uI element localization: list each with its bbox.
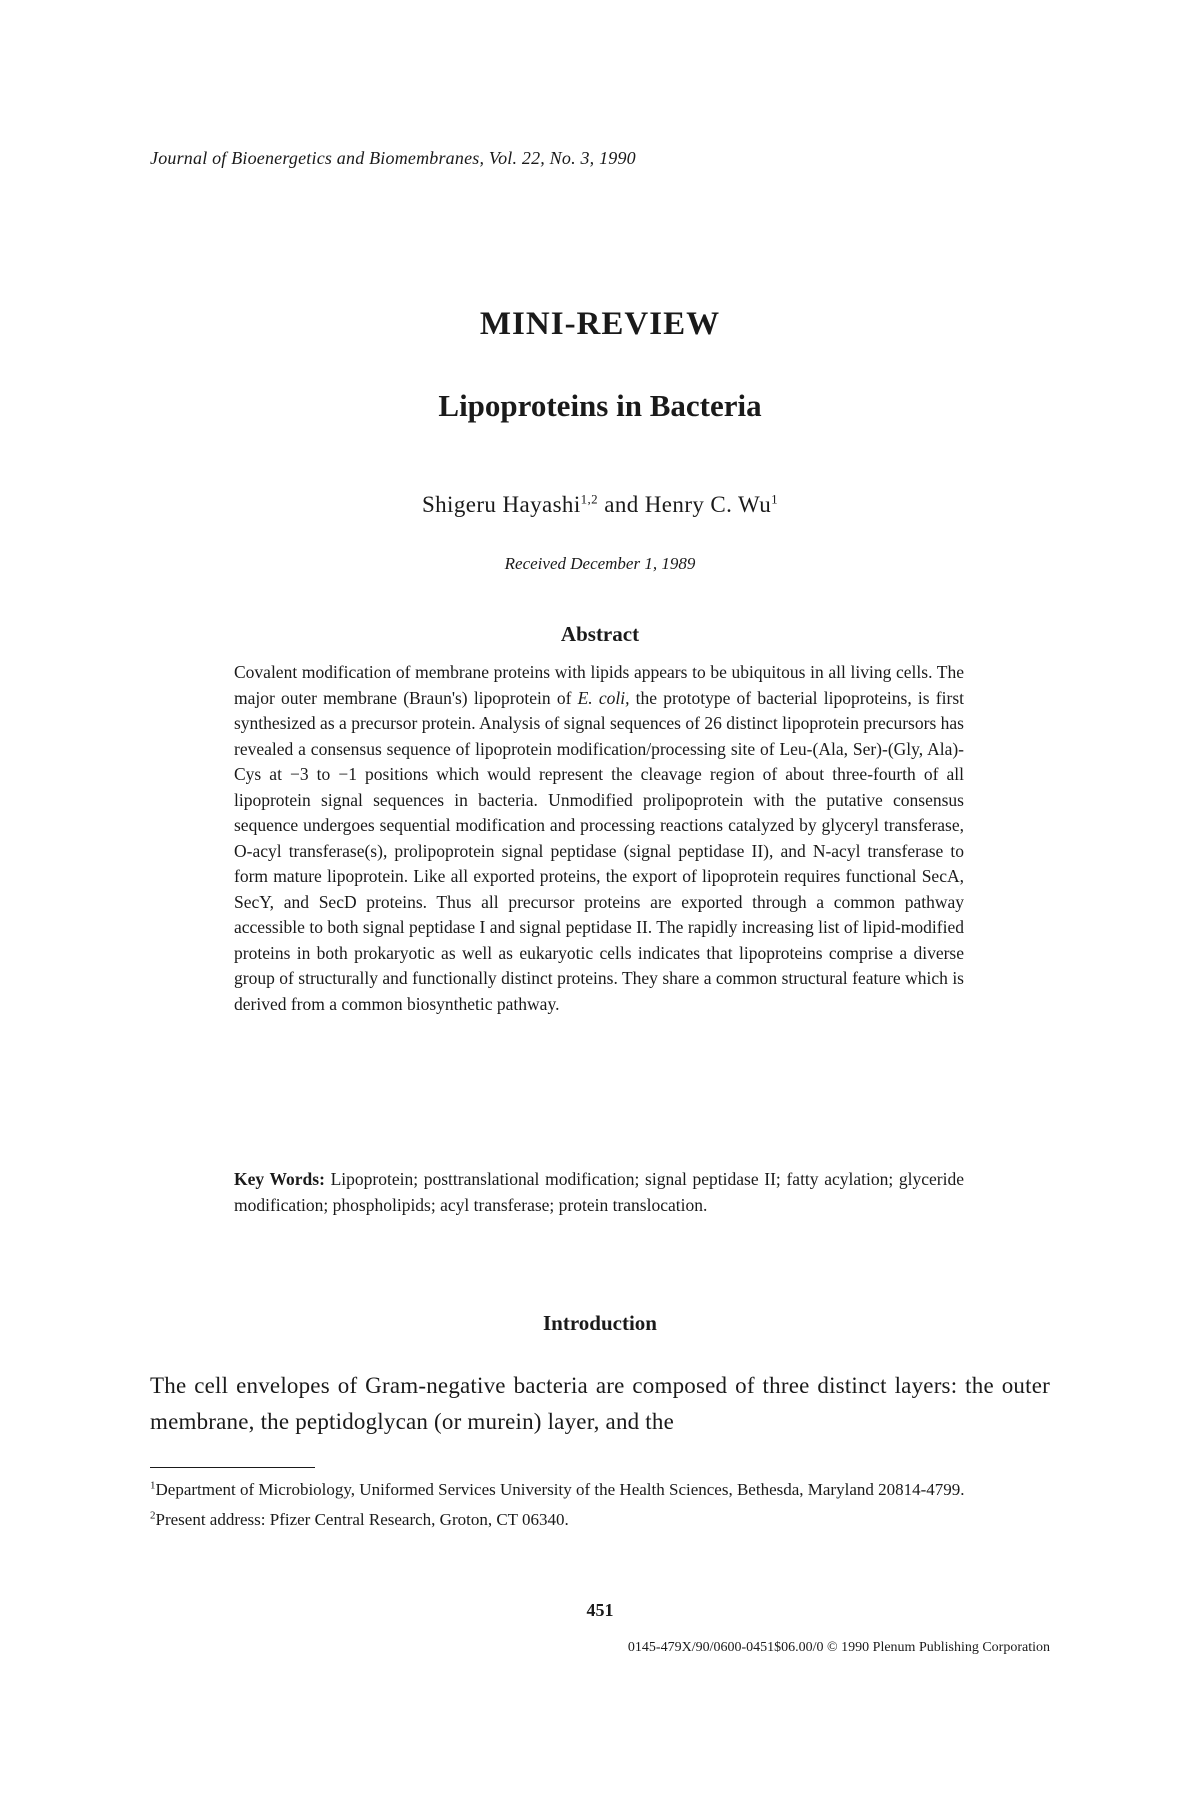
abstract-text: Covalent modification of membrane proteins with lipids appears to be ubiquitous in all living cells. The major outer membrane (Braun's) lipoprotein of: [234, 662, 964, 708]
journal-citation: Journal of Bioenergetics and Biomembranes, Vol. 22, No. 3, 1990: [150, 148, 636, 168]
copyright-line: 0145-479X/90/0600-0451$06.00/0 © 1990 Plenum Publishing Corporation: [627, 1640, 1050, 1655]
footnote: [150, 1508, 1050, 1532]
author-line: [0, 492, 1200, 518]
abstract-italic-term: E. coli,: [577, 687, 630, 708]
author-name: Shigeru Hayashi: [421, 492, 581, 517]
paper-title: Lipoproteins in Bacteria: [438, 388, 762, 423]
introduction-heading: Introduction: [543, 1311, 657, 1335]
received-date: Received December 1, 1989: [504, 554, 696, 573]
abstract-body: [234, 660, 964, 1017]
author-name: Henry C. Wu: [644, 492, 772, 517]
abstract-text: the prototype of bacterial lipoproteins, is first synthesized as a precursor protein. Analysis of signal sequences of 26 distinct lipoprotein precursors has revealed a consensus sequence of lipoprotein modification/processing site of Leu-(Ala, Ser)-(Gly, Ala)-Cys at −3 to −1 positions which would represent the cleavage region of about three-fourth of all lipoprotein signal sequences in bacteria. Unmodified prolipoprotein with the putative consensus sequence undergoes sequential modification and processing reactions catalyzed by glyceryl transferase, O-acyl transferase(s), prolipoprotein signal peptidase (signal peptidase II), and N-acyl transferase to form mature lipoprotein. Like all exported proteins, the export of lipoprotein requires functional SecA, SecY, and SecD proteins. Thus all precursor proteins are exported through a common pathway accessible to both signal peptidase I and signal peptidase II. The rapidly increasing list of lipid-modified proteins in both prokaryotic as well as eukaryotic cells indicates that lipoproteins comprise a diverse group of structurally and functionally distinct proteins. They share a common structural feature which is derived from a common biosynthetic pathway.: [234, 687, 964, 1014]
footnote-text: Department of Microbiology, Uniformed Services University of the Health Sciences, Bethesda, Maryland 20814-4799.: [155, 1480, 965, 1499]
abstract-heading: Abstract: [560, 622, 640, 646]
keywords-text: Lipoprotein; posttranslational modification; signal peptidase II; fatty acylation; glyceride modification; phospholipids; acyl transferase; protein translocation.: [234, 1169, 964, 1215]
footnote-mark: 1: [150, 1479, 156, 1492]
footnote: [150, 1478, 1050, 1502]
keywords-label: Key Words:: [234, 1169, 325, 1189]
page-number: 451: [586, 1600, 614, 1620]
author-conjunction: and: [598, 492, 645, 517]
footnote-mark: 2: [150, 1509, 156, 1522]
keywords: [234, 1167, 964, 1218]
footnote-text: Present address: Pfizer Central Research, Groton, CT 06340.: [155, 1510, 569, 1529]
footnotes: [150, 1478, 1050, 1538]
author-affiliation-mark: 1,2: [580, 491, 599, 507]
section-label: MINI-REVIEW: [479, 306, 721, 342]
author-affiliation-mark: 1: [771, 491, 779, 507]
footnote-rule: [150, 1467, 315, 1468]
introduction-body: The cell envelopes of Gram-negative bacteria are composed of three distinct layers: the outer membrane, the peptidoglycan (or murein) layer, and the: [150, 1373, 1050, 1434]
